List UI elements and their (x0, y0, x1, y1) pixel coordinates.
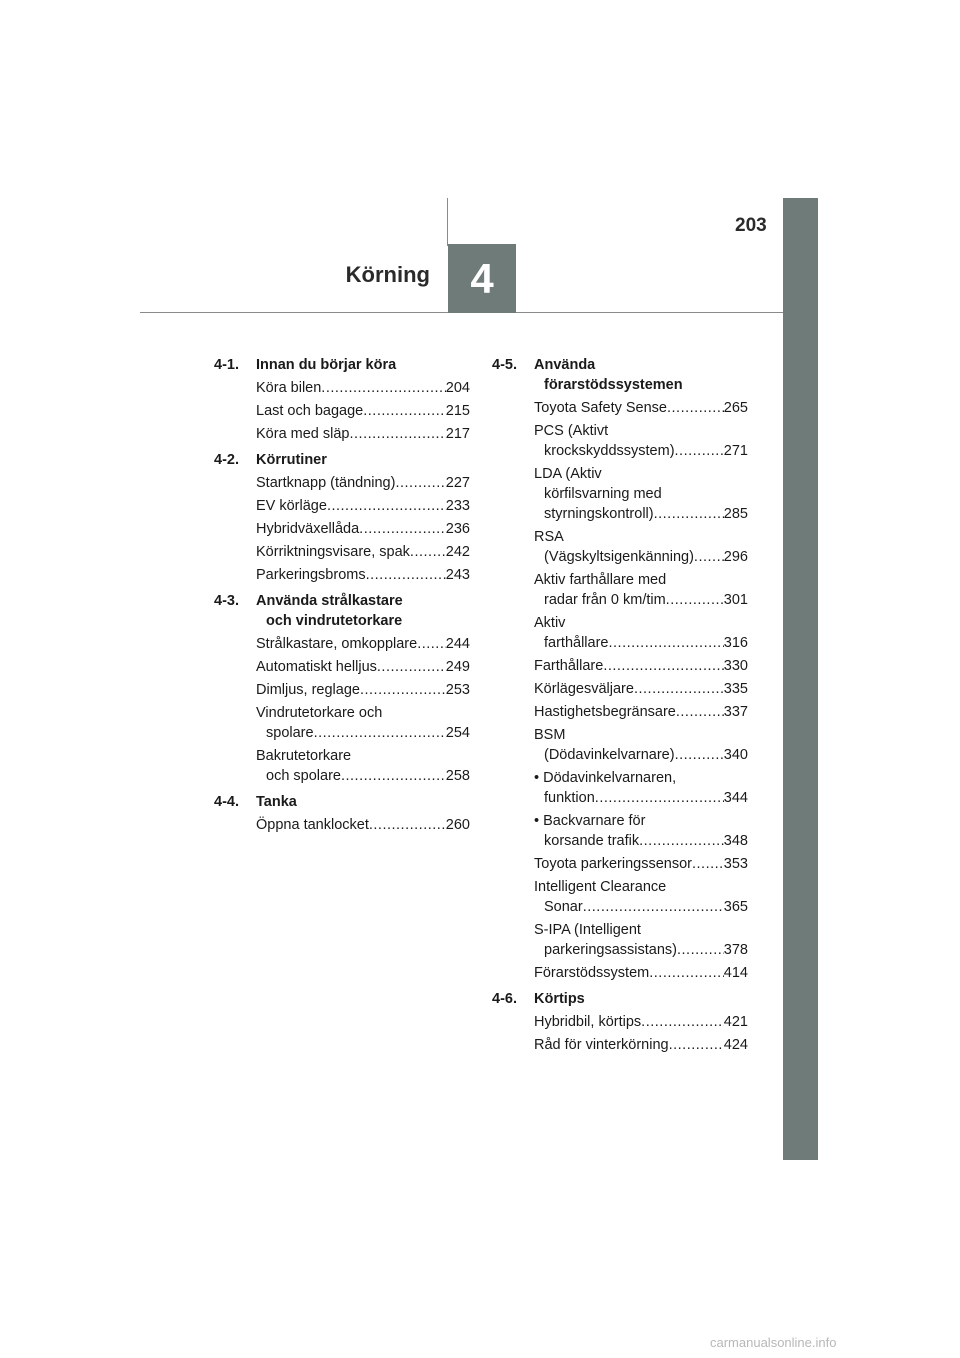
section-title-line: Innan du börjar köra (256, 357, 397, 373)
entry-page-number: 244 (445, 636, 470, 652)
entry-page-number: 265 (723, 400, 748, 416)
dot-leader (692, 854, 724, 874)
entry-final-line (534, 504, 748, 524)
toc-entry[interactable] (534, 963, 748, 983)
dot-leader (649, 963, 724, 983)
entry-label-line: spolare (266, 725, 314, 741)
entry-label-line: Startknapp (tändning) (256, 475, 396, 491)
entry-page-number: 249 (445, 659, 470, 675)
entry-label-line: parkeringsassistans) (544, 942, 677, 958)
entry-label-line: Förarstödssystem (534, 965, 650, 981)
dot-leader (595, 788, 724, 808)
header-vertical-rule (447, 198, 448, 246)
entry-final-line (256, 723, 470, 743)
entry-final-line (534, 745, 748, 765)
entry-label-line: Parkeringsbroms (256, 567, 366, 583)
section-title-line: Använda strålkastare (256, 593, 403, 609)
section-heading (214, 355, 470, 375)
entry-label-line: Bakrutetorkare (256, 748, 352, 764)
dot-leader (341, 766, 446, 786)
section-title (256, 450, 470, 470)
entry-final-line (256, 657, 470, 677)
entry-final-line (256, 565, 470, 585)
entry-page-number: 335 (723, 681, 748, 697)
entry-page-number: 424 (723, 1037, 748, 1053)
section-title-line: och vindrutetorkare (266, 613, 403, 629)
entry-final-line (534, 398, 748, 418)
toc-entry[interactable] (256, 496, 470, 516)
dot-leader (359, 519, 446, 539)
toc-entry[interactable] (256, 703, 470, 743)
entry-label-line: styrningskontroll) (544, 506, 654, 522)
section-heading (492, 355, 748, 395)
entry-page-number: 215 (445, 403, 470, 419)
entry-label-line: Strålkastare, omkopplare (256, 636, 418, 652)
entry-label-line: Farthållare (534, 658, 604, 674)
toc-entry[interactable] (256, 680, 470, 700)
section-title-line: Använda (534, 357, 596, 373)
dot-leader (669, 1035, 724, 1055)
entry-page-number: 260 (445, 817, 470, 833)
section-heading (214, 450, 470, 470)
entry-final-line (534, 679, 748, 699)
dot-leader (608, 633, 723, 653)
entry-page-number: 253 (445, 682, 470, 698)
entry-label-line: Körlägesväljare (534, 681, 634, 697)
entry-page-number: 337 (723, 704, 748, 720)
entry-final-line (256, 496, 470, 516)
dot-leader (603, 656, 723, 676)
section-heading (214, 591, 470, 631)
toc-entry[interactable] (256, 542, 470, 562)
entry-page-number: 353 (723, 856, 748, 872)
toc-entry[interactable] (534, 768, 748, 808)
toc-entry[interactable] (534, 1012, 748, 1032)
dot-leader (366, 565, 446, 585)
section-title-line: Tanka (256, 794, 297, 810)
dot-leader (350, 424, 446, 444)
dot-leader (583, 897, 724, 917)
entry-page-number: 227 (445, 475, 470, 491)
entry-page-number: 236 (445, 521, 470, 537)
entry-label-line: radar från 0 km/tim (544, 592, 666, 608)
section-number: 4-2. (214, 452, 239, 468)
entry-label-line: BSM (534, 727, 566, 743)
toc-section (492, 989, 748, 1055)
entry-label-line: Vindrutetorkare och (256, 705, 383, 721)
toc-entry[interactable] (256, 657, 470, 677)
section-title (534, 355, 748, 395)
toc-entry[interactable] (534, 613, 748, 653)
toc-column-right (492, 355, 748, 1061)
section-title-line: Körrutiner (256, 452, 327, 468)
toc-entry[interactable] (534, 1035, 748, 1055)
section-number: 4-3. (214, 593, 239, 609)
entry-label-line: Sonar (544, 899, 583, 915)
entry-label-line: Hybridväxellåda (256, 521, 360, 537)
entry-label-line: Toyota Safety Sense (534, 400, 667, 416)
entry-label-line: körfilsvarning med (544, 486, 662, 502)
section-title (256, 591, 470, 631)
entry-page-number: 258 (445, 768, 470, 784)
toc-entry[interactable] (534, 920, 748, 960)
entry-label-line: S-IPA (Intelligent (534, 922, 641, 938)
dot-leader (377, 657, 446, 677)
toc-entry[interactable] (534, 398, 748, 418)
entry-page-number: 344 (723, 790, 748, 806)
toc-entry[interactable] (256, 424, 470, 444)
entry-label-line: korsande trafik (544, 833, 640, 849)
toc-section (214, 792, 470, 835)
dot-leader (675, 441, 724, 461)
entry-final-line (256, 424, 470, 444)
toc-entry[interactable] (256, 815, 470, 835)
section-title (256, 792, 470, 812)
entry-page-number: 340 (723, 747, 748, 763)
section-number: 4-6. (492, 991, 517, 1007)
section-title-line: Körtips (534, 991, 585, 1007)
entry-page-number: 204 (445, 380, 470, 396)
toc-entry[interactable] (534, 679, 748, 699)
entry-final-line (256, 680, 470, 700)
dot-leader (639, 831, 724, 851)
toc-entry[interactable] (534, 877, 748, 917)
section-number: 4-1. (214, 357, 239, 373)
entry-final-line (534, 702, 748, 722)
toc-entry[interactable] (534, 570, 748, 610)
chapter-title: Körning (345, 262, 430, 287)
entry-page-number: 348 (723, 833, 748, 849)
dot-leader (666, 590, 724, 610)
entry-final-line (534, 831, 748, 851)
entry-final-line (256, 634, 470, 654)
entry-final-line (534, 897, 748, 917)
toc-entry[interactable] (534, 725, 748, 765)
entry-label-line: RSA (534, 529, 564, 545)
entry-label-line: Aktiv farthållare med (534, 572, 667, 588)
entry-label-line: Toyota parkeringssensor (534, 856, 692, 872)
chapter-number-box (448, 244, 516, 313)
entry-final-line (534, 854, 748, 874)
entry-final-line (534, 656, 748, 676)
entry-final-line (256, 378, 470, 398)
section-title (256, 355, 470, 375)
toc-section (214, 591, 470, 786)
entry-final-line (534, 963, 748, 983)
dot-leader (677, 940, 724, 960)
section-heading (492, 989, 748, 1009)
dot-leader (369, 815, 446, 835)
section-heading (214, 792, 470, 812)
entry-label-line: Dimljus, reglage (256, 682, 360, 698)
toc-entry[interactable] (256, 565, 470, 585)
entry-page-number: 421 (723, 1014, 748, 1030)
toc-entry[interactable] (534, 656, 748, 676)
entry-page-number: 414 (723, 965, 748, 981)
chapter-number: 4 (470, 254, 494, 302)
dot-leader (634, 679, 724, 699)
section-title-line: förarstödssystemen (544, 377, 683, 393)
entry-label-line: Automatiskt helljus (256, 659, 377, 675)
toc-entry[interactable] (256, 473, 470, 493)
dot-leader (676, 702, 724, 722)
toc-entry[interactable] (256, 378, 470, 398)
dot-leader (654, 504, 724, 524)
entry-final-line (534, 633, 748, 653)
entry-label-line: farthållare (544, 635, 609, 651)
entry-final-line (534, 788, 748, 808)
entry-label-line: Intelligent Clearance (534, 879, 667, 895)
entry-label-line: (Vägskyltsigenkänning) (544, 549, 694, 565)
entry-label-line: • Dödavinkelvarnaren, (534, 770, 677, 786)
dot-leader (321, 378, 446, 398)
toc-section (214, 355, 470, 444)
entry-page-number: 365 (723, 899, 748, 915)
section-title (534, 989, 748, 1009)
toc-entry[interactable] (256, 519, 470, 539)
entry-final-line (256, 473, 470, 493)
entry-final-line (534, 441, 748, 461)
entry-label-line: PCS (Aktivt (534, 423, 609, 439)
entry-label-line: Köra bilen (256, 380, 322, 396)
watermark: carmanualsonline.info (710, 1335, 837, 1350)
toc-entry[interactable] (534, 527, 748, 567)
dot-leader (641, 1012, 724, 1032)
entry-label-line: • Backvarnare för (534, 813, 646, 829)
dot-leader (363, 401, 446, 421)
entry-page-number: 378 (723, 942, 748, 958)
entry-final-line (256, 766, 470, 786)
toc-entry[interactable] (534, 811, 748, 851)
dot-leader (410, 542, 446, 562)
entry-final-line (534, 1035, 748, 1055)
entry-page-number: 301 (723, 592, 748, 608)
section-number: 4-4. (214, 794, 239, 810)
dot-leader (667, 398, 724, 418)
entry-label-line: och spolare (266, 768, 341, 784)
entry-label-line: LDA (Aktiv (534, 466, 602, 482)
toc-column-left (214, 355, 470, 841)
dot-leader (417, 634, 446, 654)
toc-entry[interactable] (256, 746, 470, 786)
toc-entry[interactable] (534, 854, 748, 874)
entry-final-line (256, 542, 470, 562)
entry-final-line (534, 590, 748, 610)
entry-page-number: 254 (445, 725, 470, 741)
dot-leader (395, 473, 445, 493)
entry-page-number: 242 (445, 544, 470, 560)
entry-label-line: Aktiv (534, 615, 566, 631)
dot-leader (314, 723, 446, 743)
entry-label-line: Öppna tanklocket (256, 817, 369, 833)
entry-label-line: EV körläge (256, 498, 327, 514)
toc-section (492, 355, 748, 983)
entry-final-line (256, 401, 470, 421)
toc-entry[interactable] (534, 421, 748, 461)
section-number: 4-5. (492, 357, 517, 373)
entry-label-line: Hastighetsbegränsare (534, 704, 676, 720)
entry-page-number: 271 (723, 443, 748, 459)
entry-page-number: 296 (723, 549, 748, 565)
dot-leader (675, 745, 724, 765)
entry-final-line (256, 519, 470, 539)
entry-page-number: 217 (445, 426, 470, 442)
entry-page-number: 233 (445, 498, 470, 514)
entry-label-line: Last och bagage (256, 403, 364, 419)
toc-entry[interactable] (534, 702, 748, 722)
entry-label-line: Köra med släp (256, 426, 350, 442)
entry-label-line: (Dödavinkelvarnare) (544, 747, 675, 763)
entry-page-number: 243 (445, 567, 470, 583)
entry-page-number: 330 (723, 658, 748, 674)
entry-label-line: Körriktningsvisare, spak (256, 544, 410, 560)
entry-label-line: krockskyddssystem) (544, 443, 675, 459)
dot-leader (694, 547, 724, 567)
page-number: 203 (735, 215, 767, 236)
toc-entry[interactable] (256, 634, 470, 654)
toc-entry[interactable] (534, 464, 748, 524)
entry-page-number: 316 (723, 635, 748, 651)
entry-final-line (534, 1012, 748, 1032)
dot-leader (327, 496, 446, 516)
dot-leader (360, 680, 446, 700)
entry-final-line (534, 547, 748, 567)
toc-section (214, 450, 470, 585)
entry-label-line: Hybridbil, körtips (534, 1014, 642, 1030)
entry-label-line: Råd för vinterkörning (534, 1037, 669, 1053)
chapter-side-tab (783, 198, 818, 1160)
entry-label-line: funktion (544, 790, 595, 806)
entry-final-line (534, 940, 748, 960)
entry-final-line (256, 815, 470, 835)
toc-entry[interactable] (256, 401, 470, 421)
entry-page-number: 285 (723, 506, 748, 522)
